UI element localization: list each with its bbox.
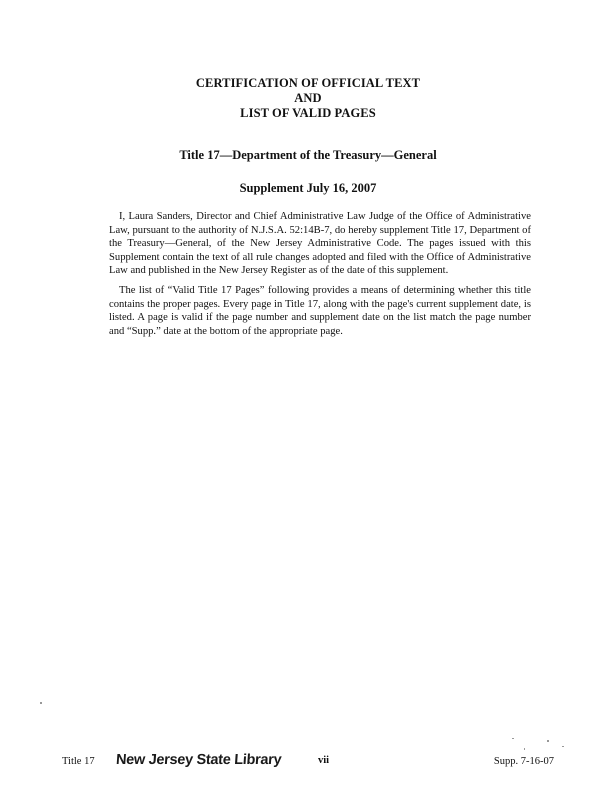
heading-line-3: LIST OF VALID PAGES	[240, 106, 376, 120]
scan-speck	[547, 740, 549, 742]
paragraph-certification: I, Laura Sanders, Director and Chief Administrative Law Judge of the Office of Administrative Law, pursuant to the authority of N.J.S.A. 52:14B-7, do hereby supplement Title 17, Department of the Treasury—General, of the New Jersey Administrative Code. The pages issued with this Supplement contain the text of all rule changes adopted and filed with the Office of Administrative Law and published in the New Jersey Register as of the date of this supplement.	[109, 211, 531, 277]
title-heading: Title 17—Department of the Treasury—General	[179, 148, 437, 162]
footer-supplement-date: Supp. 7-16-07	[493, 756, 554, 767]
footer-page-number: vii	[318, 755, 330, 766]
heading-line-2: AND	[294, 91, 322, 105]
paragraph-valid-pages: The list of “Valid Title 17 Pages” following provides a means of determining whether this title contains the proper pages. Every page in Title 17, along with the page's current supplement date, is listed. A page is valid if the page number and supplement date on the list match the page number and “Supp.” date at the bottom of the appropriate page.	[109, 284, 531, 337]
certification-heading	[0, 76, 616, 121]
library-stamp: New Jersey State Library	[115, 752, 282, 768]
scan-speck	[524, 748, 525, 750]
footer-title-label: Title 17	[62, 756, 95, 767]
body-text	[109, 210, 531, 344]
scan-speck	[40, 702, 42, 704]
scan-speck	[512, 738, 514, 739]
scan-speck	[562, 746, 564, 747]
supplement-date-heading: Supplement July 16, 2007	[239, 181, 377, 195]
page-footer	[0, 750, 616, 780]
heading-line-1: CERTIFICATION OF OFFICIAL TEXT	[195, 76, 421, 90]
